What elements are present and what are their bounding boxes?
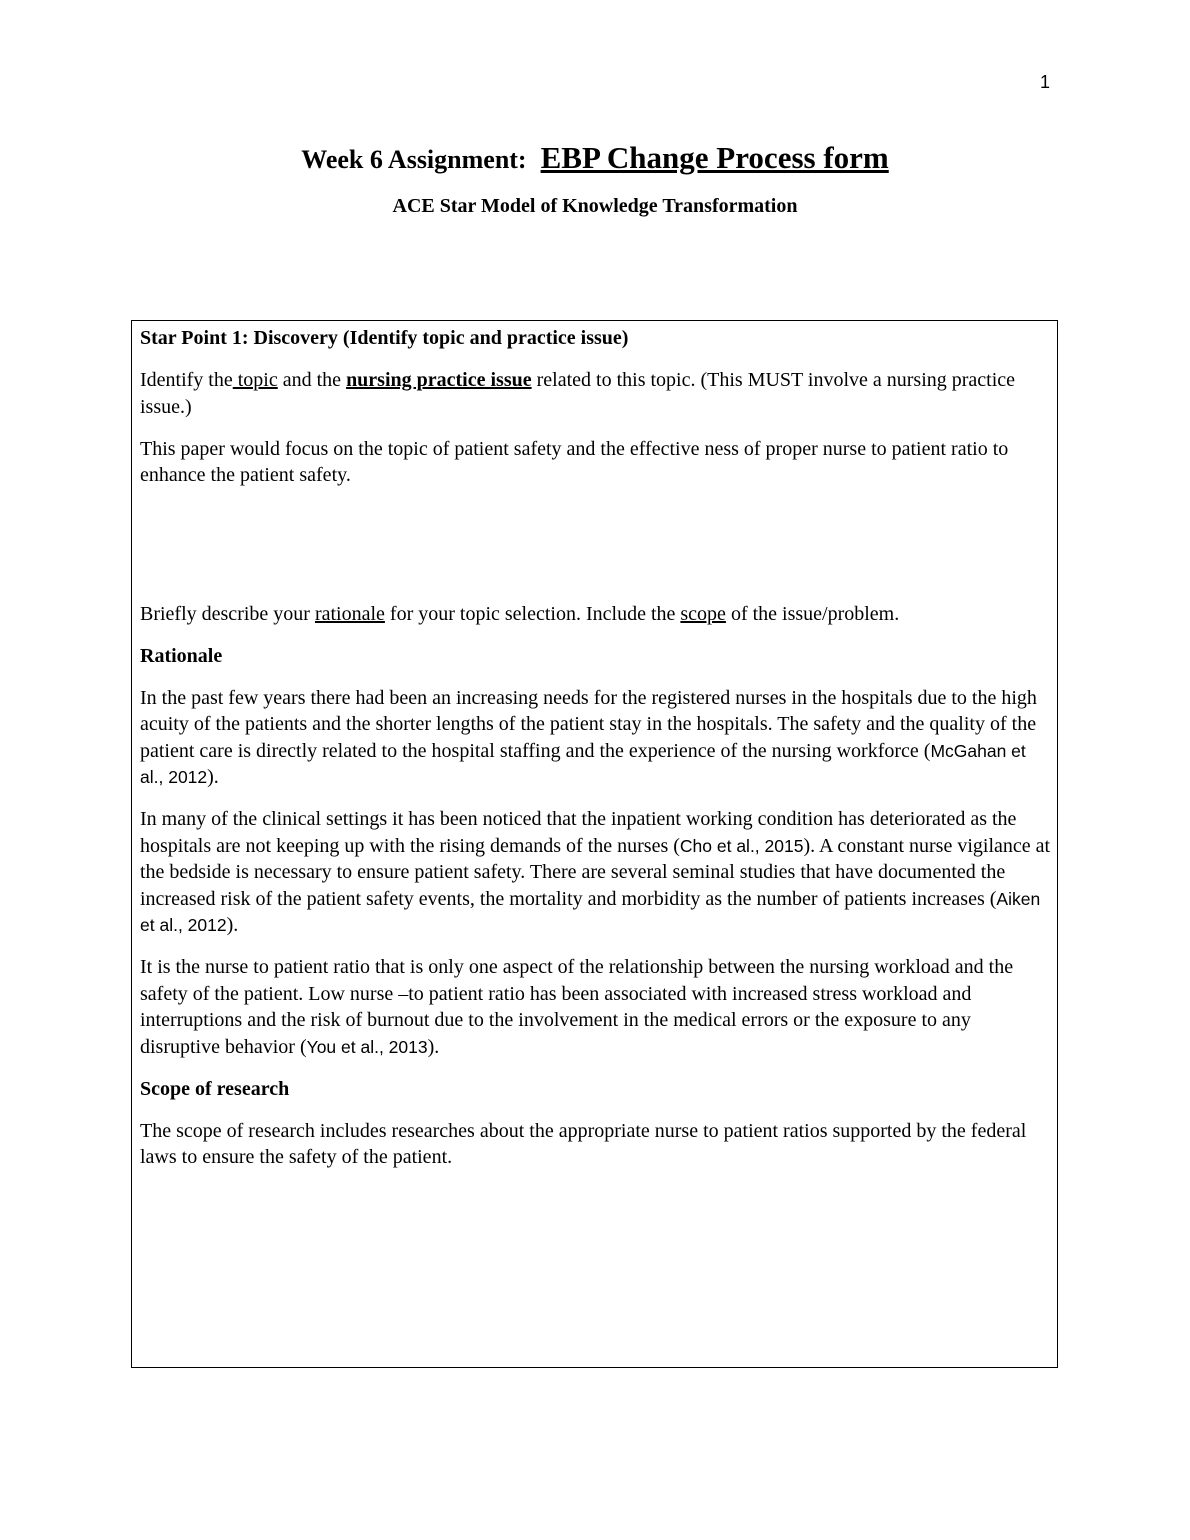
star-point-heading: Star Point 1: Discovery (Identify topic and practice issue): [140, 327, 629, 349]
page-number: 1: [1040, 72, 1051, 92]
title-prefix: Week 6 Assignment:: [301, 145, 527, 174]
rationale-prompt-part2: for your topic selection. Include the: [384, 602, 681, 625]
identify-prompt: [140, 367, 1052, 420]
form-content: [140, 325, 1052, 1186]
citation: Cho et al., 2015: [679, 835, 804, 856]
rationale-paragraph-text: ).: [226, 914, 239, 936]
identify-prompt-part2: and the: [277, 369, 347, 391]
scope-heading: Scope of research: [140, 1077, 290, 1100]
rationale-prompt: [140, 601, 1052, 628]
citation: McGahan et al., 2012: [140, 740, 1026, 787]
identify-prompt-issue: nursing practice issue: [346, 369, 532, 391]
identify-prompt-topic: topic: [232, 369, 278, 391]
rationale-heading: Rationale: [140, 644, 223, 667]
rationale-prompt-part1: Briefly describe your: [140, 602, 315, 625]
rationale-paragraph-text: ). A constant nurse vigilance at the bedside is necessary to ensure patient safety. There are several seminal studies that have documented the increased risk of the patient safety events, the mortality and morbidity as the number of patients increases (: [140, 834, 1051, 910]
page-title: [0, 140, 1190, 176]
rationale-paragraph-text: ).: [207, 766, 219, 788]
rationale-prompt-rationale: rationale: [314, 602, 385, 625]
topic-answer: This paper would focus on the topic of patient safety and the effective ness of proper nurse to patient ratio to enhance the patient safety.: [140, 437, 1009, 486]
citation: You et al., 2013: [306, 1036, 428, 1057]
rationale-paragraph-1: [140, 685, 1052, 791]
identify-prompt-part1: Identify the: [140, 369, 233, 391]
form-box: [131, 320, 1058, 1368]
identify-prompt-part3: related to this topic. (This MUST involve a nursing practice issue.): [140, 369, 1016, 418]
rationale-prompt-part3: of the issue/problem.: [725, 602, 900, 625]
rationale-prompt-scope: scope: [680, 602, 726, 625]
rationale-paragraph-text: In the past few years there had been an increasing needs for the registered nurses in the hospitals due to the high acuity of the patients and the shorter lengths of the patient stay in the hospitals. The safety and the quality of the patient care is directly related to the hospital staffing and the experience of the nursing workforce (: [140, 686, 1037, 762]
rationale-paragraph-text: In many of the clinical settings it has been noticed that the inpatient working condition has deteriorated as the hospitals are not keeping up with the rising demands of the nurses (: [140, 808, 1017, 857]
page-subtitle: ACE Star Model of Knowledge Transformation: [392, 195, 798, 217]
rationale-paragraph-3: [140, 954, 1052, 1060]
rationale-paragraph-text: It is the nurse to patient ratio that is only one aspect of the relationship between the nursing workload and the safety of the patient. Low nurse –to patient ratio has been associated with increased stress workload and interruptions and the risk of burnout due to the involvement in the medical errors or the exposure to any disruptive behavior (: [140, 956, 1014, 1058]
title-main: EBP Change Process form: [540, 140, 889, 175]
rationale-paragraph-text: ).: [427, 1035, 440, 1058]
citation: Aiken et al., 2012: [140, 888, 1041, 935]
scope-answer: The scope of research includes researches about the appropriate nurse to patient ratios supported by the federal laws to ensure the safety of the patient.: [140, 1119, 1027, 1168]
rationale-paragraph-2: [140, 806, 1052, 939]
